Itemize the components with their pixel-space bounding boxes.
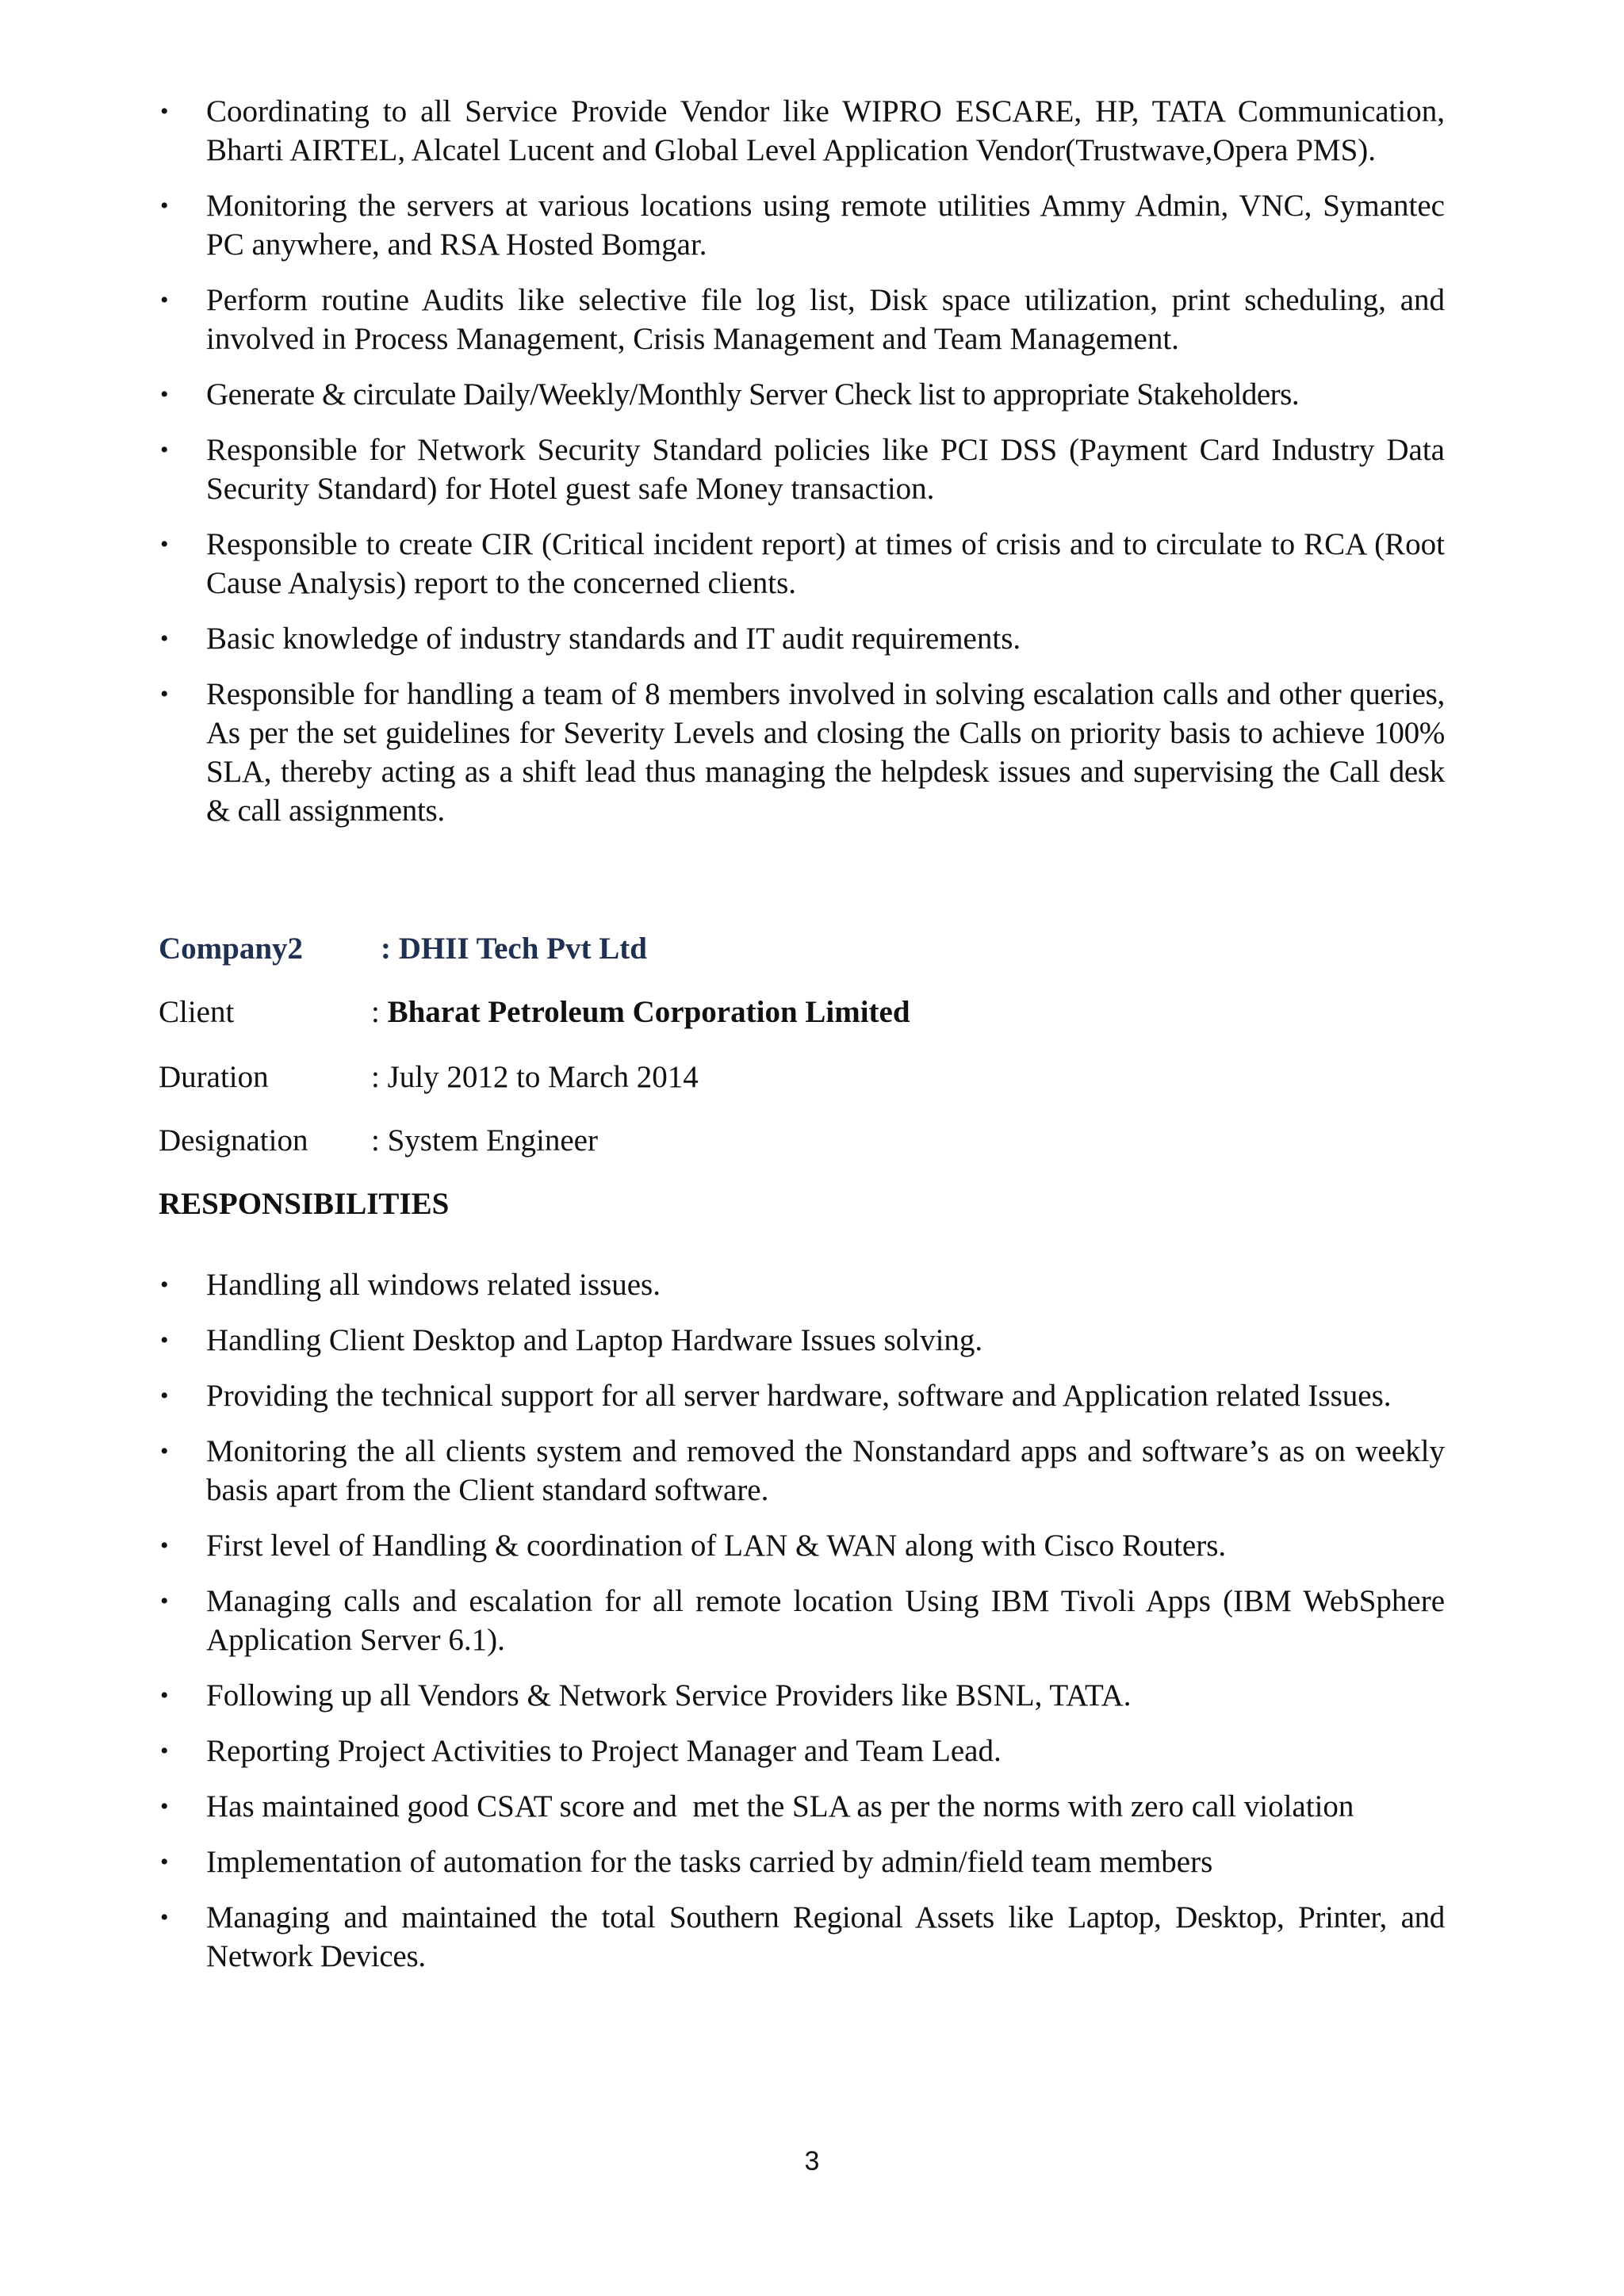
bullet-icon: • [160, 626, 169, 652]
bullet-icon: • [160, 1383, 169, 1409]
list-item [159, 1843, 1445, 1881]
list-item [159, 92, 1445, 170]
list-item-text: Responsible for handling a team of 8 members involved in solving escalation calls and other queries, As per the set guidelines for Severity Levels and closing the Calls on priority basis to achieve 100% SLA, thereby acting as a shift lead thus managing the helpdesk issues and supervising the Call desk & call assignments. [206, 677, 1445, 828]
bullet-icon: • [160, 437, 169, 463]
designation-value: : System Engineer [371, 1123, 598, 1158]
responsibilities-heading: RESPONSIBILITIES [159, 1187, 450, 1221]
bullet-icon: • [160, 381, 169, 408]
duration-row [159, 1058, 699, 1096]
duration-label: Duration [159, 1060, 269, 1094]
bullet-icon: • [160, 193, 169, 219]
company2-responsibilities [159, 1265, 1445, 1976]
list-item [159, 1321, 1445, 1360]
client-value: Bharat Petroleum Corporation Limited [387, 995, 910, 1029]
bullet-icon: • [160, 1849, 169, 1875]
list-item [159, 186, 1445, 264]
list-item-text: Has maintained good CSAT score and met the SLA as per the norms with zero call violation [206, 1789, 1354, 1823]
bullet-icon: • [160, 1438, 169, 1464]
list-item-text: Managing calls and escalation for all remote location Using IBM Tivoli Apps (IBM WebSphere Application Server 6.1). [206, 1584, 1445, 1657]
bullet-icon: • [160, 1327, 169, 1353]
bullet-icon: • [160, 531, 169, 557]
bullet-icon: • [160, 681, 169, 707]
list-item [159, 1787, 1445, 1826]
list-item-text: Basic knowledge of industry standards and IT audit requirements. [206, 622, 1021, 656]
list-item [159, 1732, 1445, 1770]
list-item [159, 1265, 1445, 1304]
list-item [159, 1582, 1445, 1659]
list-item [159, 430, 1445, 508]
bullet-icon: • [160, 98, 169, 124]
list-item-text: Handling Client Desktop and Laptop Hardware Issues solving. [206, 1323, 983, 1357]
bullet-icon: • [160, 1904, 169, 1931]
list-item [159, 675, 1445, 830]
responsibility-list-2 [159, 1265, 1445, 1976]
client-colon: : [371, 995, 388, 1029]
list-item-text: Monitoring the all clients system and removed the Nonstandard apps and software’s as on weekly basis apart from the Client standard software. [206, 1434, 1445, 1507]
list-item-text: Implementation of automation for the tasks carried by admin/field team members [206, 1845, 1213, 1879]
list-item-text: Handling all windows related issues. [206, 1268, 661, 1302]
responsibility-list-1 [159, 92, 1445, 830]
designation-label: Designation [159, 1123, 308, 1158]
list-item-text: Providing the technical support for all server hardware, software and Application related Issues. [206, 1379, 1392, 1413]
list-item-text: Perform routine Audits like selective file log list, Disk space utilization, print scheduling, and involved in Process Management, Crisis Management and Team Management. [206, 283, 1445, 356]
client-label: Client [159, 995, 235, 1029]
list-item-text: Responsible for Network Security Standard policies like PCI DSS (Payment Card Industry Data Security Standard) for Hotel guest safe Money transaction. [206, 433, 1445, 506]
list-item-text: Coordinating to all Service Provide Vendor like WIPRO ESCARE, HP, TATA Communication, Bharti AIRTEL, Alcatel Lucent and Global Level Application Vendor(Trustwave,Opera PMS). [206, 94, 1445, 167]
client-row [159, 993, 910, 1031]
list-item [159, 1432, 1445, 1510]
list-item-text: Responsible to create CIR (Critical incident report) at times of crisis and to circulate to RCA (Root Cause Analysis) report to the concerned clients. [206, 527, 1445, 600]
list-item [159, 281, 1445, 358]
list-item [159, 1898, 1445, 1976]
list-item-text: Managing and maintained the total Southern Regional Assets like Laptop, Desktop, Printer, and Network Devices. [206, 1900, 1445, 1973]
list-item [159, 525, 1445, 603]
list-item-text: Reporting Project Activities to Project Manager and Team Lead. [206, 1734, 1002, 1768]
bullet-icon: • [160, 1738, 169, 1764]
company-value: : DHII Tech Pvt Ltd [381, 932, 647, 966]
previous-role-responsibilities [159, 92, 1445, 830]
page-number: 3 [804, 2146, 820, 2176]
company-row [159, 929, 647, 968]
bullet-icon: • [160, 1272, 169, 1298]
bullet-icon: • [160, 287, 169, 313]
company-label: Company2 [159, 932, 304, 966]
designation-row [159, 1121, 598, 1160]
list-item-text: Monitoring the servers at various locations using remote utilities Ammy Admin, VNC, Symantec PC anywhere, and RSA Hosted Bomgar. [206, 189, 1445, 262]
bullet-icon: • [160, 1533, 169, 1559]
bullet-icon: • [160, 1793, 169, 1820]
list-item-text: Following up all Vendors & Network Service Providers like BSNL, TATA. [206, 1678, 1132, 1712]
bullet-icon: • [160, 1682, 169, 1709]
list-item [159, 1526, 1445, 1565]
list-item [159, 619, 1445, 658]
list-item-text: Generate & circulate Daily/Weekly/Monthly Server Check list to appropriate Stakeholders. [206, 377, 1300, 411]
list-item [159, 1676, 1445, 1715]
duration-value: : July 2012 to March 2014 [371, 1060, 699, 1094]
list-item [159, 1376, 1445, 1415]
list-item [159, 375, 1445, 414]
bullet-icon: • [160, 1588, 169, 1614]
list-item-text: First level of Handling & coordination of LAN & WAN along with Cisco Routers. [206, 1529, 1227, 1563]
